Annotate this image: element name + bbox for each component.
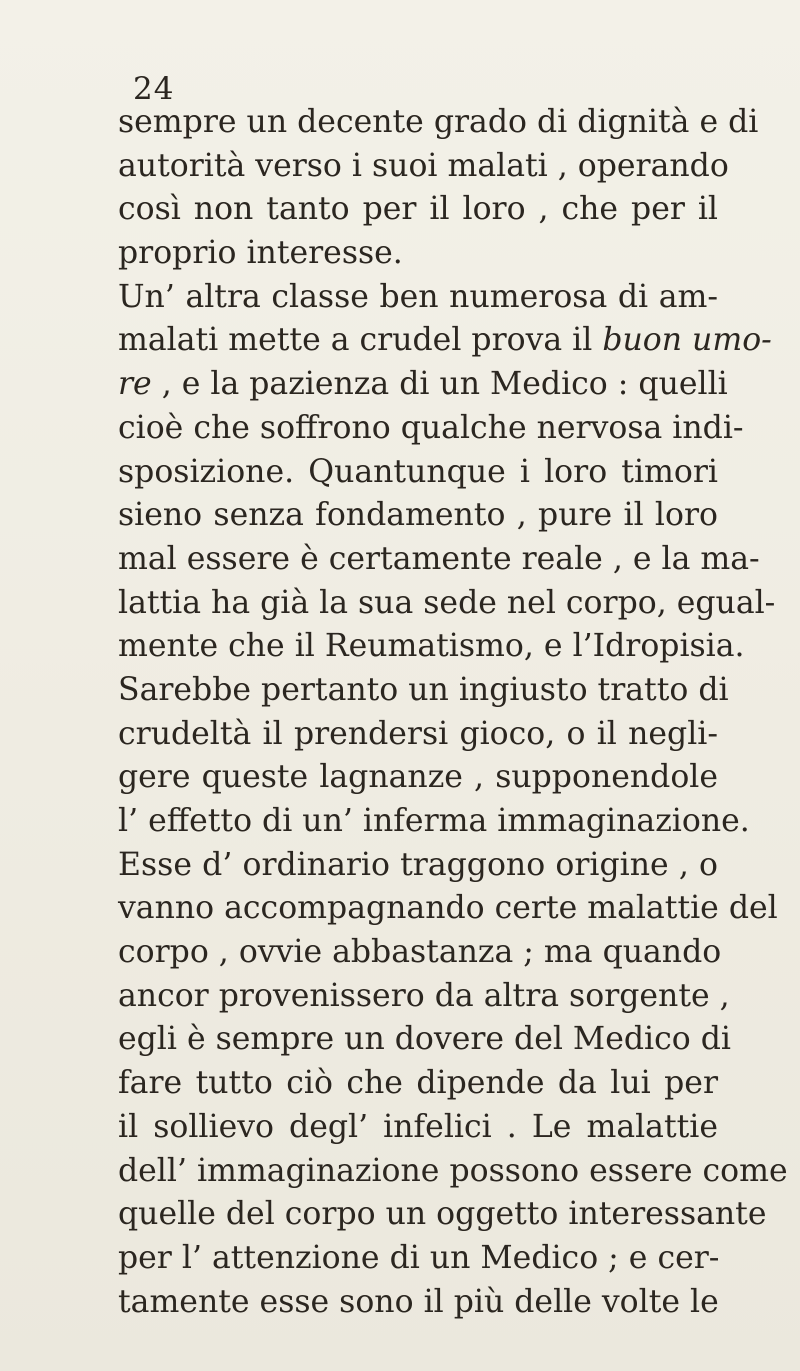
text-line: dell’ immaginazione possono essere come [118,1152,788,1189]
text-line: re , e la pazienza di un Medico : quelli [118,366,728,403]
italic-emphasis: buon umo- [602,322,772,359]
text-line: cioè che soffrono qualche nervosa indi- [118,409,744,446]
text-line: egli è sempre un dovere del Medico di [118,1021,731,1058]
text-line: per l’ attenzione di un Medico ; e cer- [118,1239,720,1276]
text-line: malati mette a crudel prova il buon umo- [118,322,772,359]
text-line: l’ effetto di un’ inferma immaginazione. [118,803,750,839]
text-line: proprio interesse. [118,235,403,272]
text-line: sieno senza fondamento , pure il loro [118,497,718,534]
text-line: Un’ altra classe ben numerosa di am- [118,278,718,315]
text-line: Esse d’ ordinario traggono origine , o [118,846,718,883]
text-line: mal essere è certamente reale , e la ma- [118,540,760,577]
body-text [118,101,788,1324]
text-line: sposizione. Quantunque i loro timori [118,453,718,490]
text-line: lattia ha già la sua sede nel corpo, egual- [118,584,776,621]
text-line: Sarebbe pertanto un ingiusto tratto di [118,671,729,708]
text-line: sempre un decente grado di dignità e di [118,104,759,140]
page-number: 24 [133,71,175,107]
text-line: autorità verso i suoi malati , operando [118,147,729,184]
text-line: corpo , ovvie abbastanza ; ma quando [118,934,722,971]
text-line: quelle del corpo un oggetto interessante [118,1196,767,1233]
text-line: il sollievo degl’ infelici . Le malattie [118,1108,718,1145]
text-line: tamente esse sono il più delle volte le [118,1283,719,1320]
text-line: così non tanto per il loro , che per il [118,191,718,228]
text-line: gere queste lagnanze , supponendole [118,759,718,796]
text-line: mente che il Reumatismo, e l’Idropisia. [118,628,745,665]
text-line: fare tutto ciò che dipende da lui per [118,1065,718,1102]
text-line: vanno accompagnando certe malattie del [118,890,778,927]
text-line: ancor provenissero da altra sorgente , [118,977,730,1014]
italic-emphasis: re [118,366,152,403]
text-line: crudeltà il prendersi gioco, o il negli- [118,715,718,752]
